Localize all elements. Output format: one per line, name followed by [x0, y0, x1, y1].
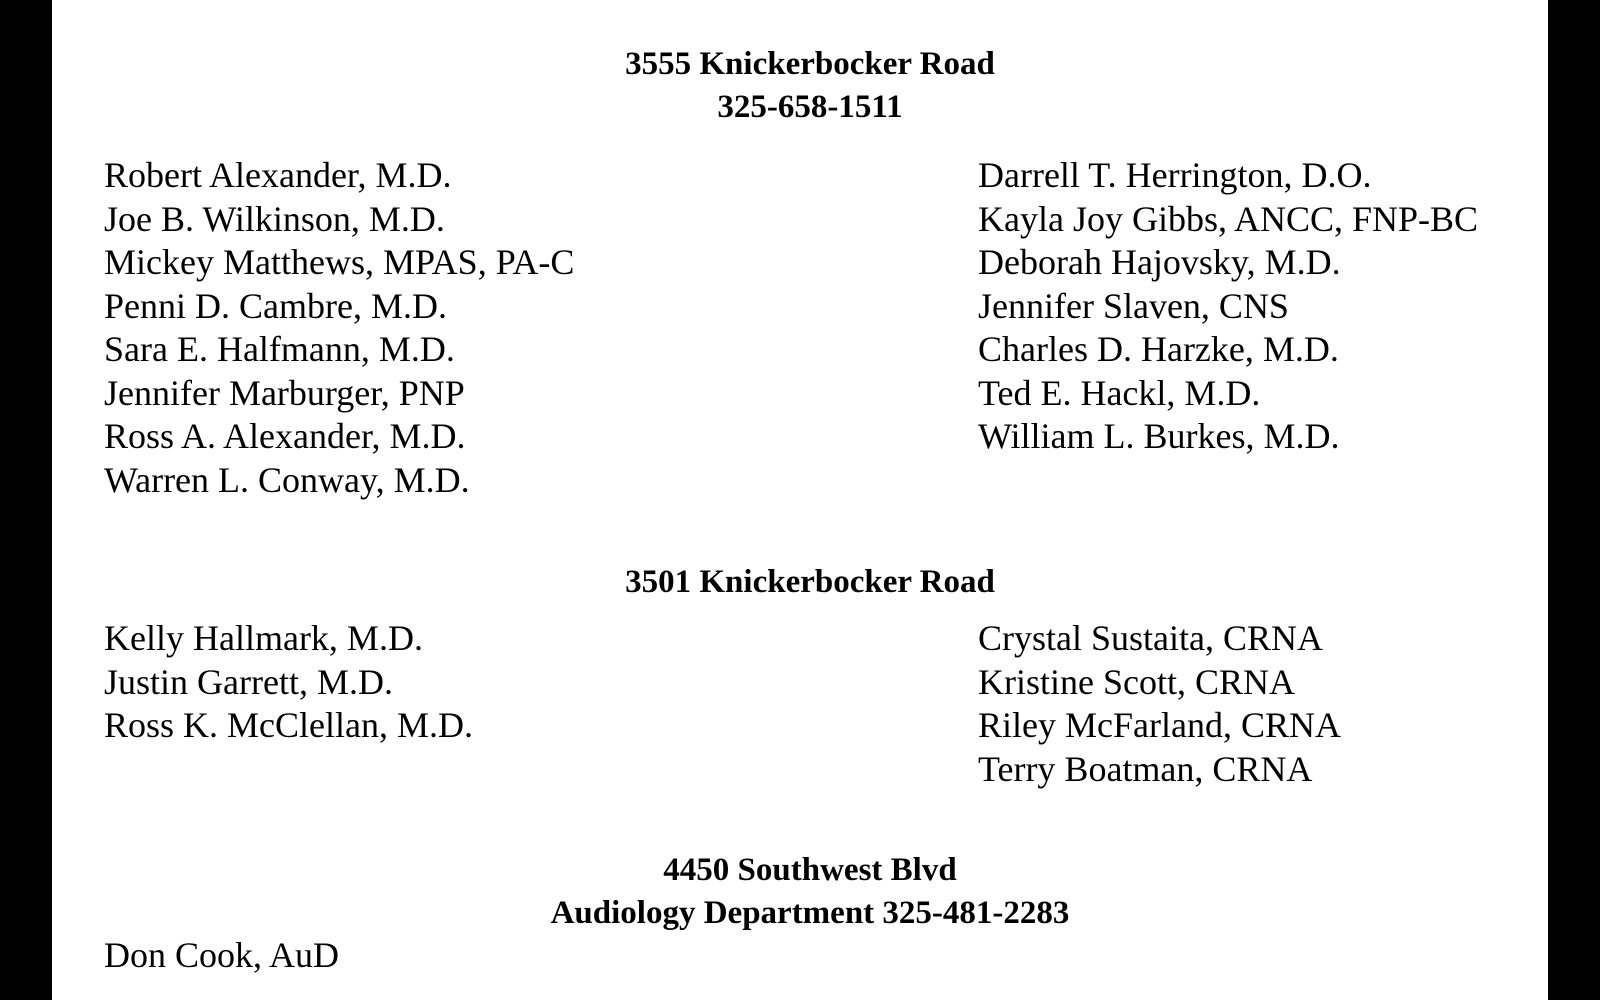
provider-name: Terry Boatman, CRNA — [978, 748, 1313, 789]
provider-name: Don Cook, AuD — [104, 935, 340, 975]
location-department-phone: Audiology Department 325-481-2283 — [550, 895, 1070, 931]
provider-list-left — [104, 154, 574, 502]
provider-name: Ross K. McClellan, M.D. — [104, 705, 473, 745]
location-heading-3501-knickerbocker — [52, 561, 1568, 604]
provider-name: Penni D. Cambre, M.D. — [104, 285, 447, 326]
provider-name: Joe B. Wilkinson, M.D. — [104, 198, 445, 239]
provider-name: Darrell T. Herrington, D.O. — [978, 155, 1372, 195]
provider-name: Kristine Scott, CRNA — [978, 661, 1296, 702]
provider-name: Crystal Sustaita, CRNA — [978, 618, 1324, 658]
location-address: 4450 Southwest Blvd — [663, 852, 957, 888]
provider-list-left — [104, 617, 473, 748]
location-phone: 325-658-1511 — [717, 89, 903, 125]
provider-name: Riley McFarland, CRNA — [978, 705, 1341, 745]
provider-name: Deborah Hajovsky, M.D. — [978, 242, 1341, 282]
provider-name: Warren L. Conway, M.D. — [104, 459, 470, 500]
location-heading-4450-southwest — [52, 849, 1568, 935]
provider-name: Robert Alexander, M.D. — [104, 155, 452, 195]
location-address: 3555 Knickerbocker Road — [625, 46, 995, 82]
provider-name: Kayla Joy Gibbs, ANCC, FNP-BC — [978, 198, 1479, 239]
provider-list-right — [978, 154, 1478, 459]
provider-name: Ross A. Alexander, M.D. — [104, 416, 466, 456]
provider-name: Charles D. Harzke, M.D. — [978, 329, 1339, 369]
provider-list-right — [978, 617, 1341, 791]
location-address: 3501 Knickerbocker Road — [625, 564, 995, 600]
provider-name: Jennifer Slaven, CNS — [978, 285, 1289, 326]
provider-name: Jennifer Marburger, PNP — [104, 372, 465, 413]
provider-name: Kelly Hallmark, M.D. — [104, 618, 423, 658]
provider-name: Mickey Matthews, MPAS, PA-C — [104, 242, 575, 282]
provider-list-left — [104, 934, 339, 978]
document-page — [52, 0, 1548, 1000]
provider-name: Ted E. Hackl, M.D. — [978, 372, 1261, 413]
location-heading-3555-knickerbocker — [52, 43, 1568, 129]
provider-name: Sara E. Halfmann, M.D. — [104, 329, 455, 369]
provider-name: Justin Garrett, M.D. — [104, 661, 393, 702]
provider-name: William L. Burkes, M.D. — [978, 416, 1340, 456]
